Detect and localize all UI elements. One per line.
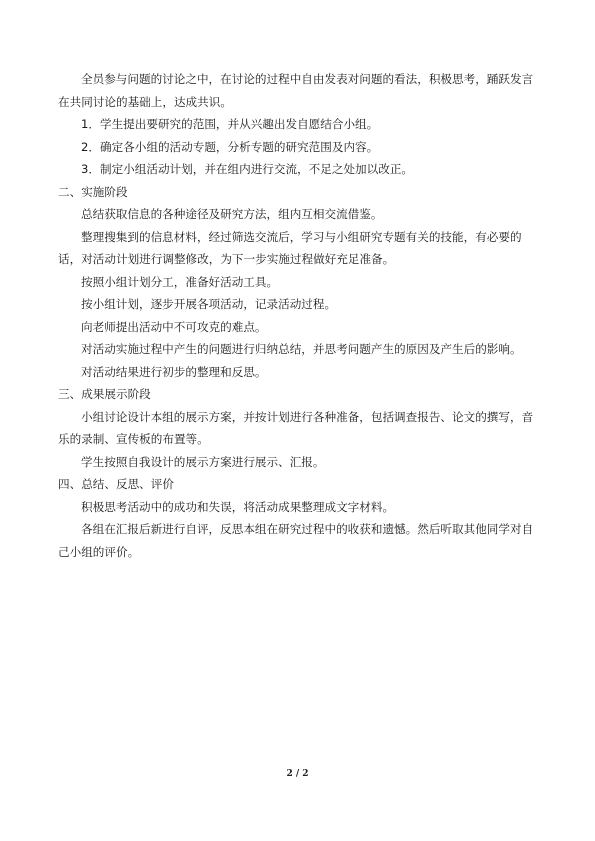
paragraph-success-failure: 积极思考活动中的成功和失误，将活动成果整理成文字材料。 xyxy=(81,499,395,514)
paragraph-difficulties: 向老师提出活动中不可攻克的难点。 xyxy=(81,319,267,334)
paragraph-student-report: 学生按照自我设计的展示方案进行展示、汇报。 xyxy=(81,454,325,469)
list-item-3: 3．制定小组活动计划，并在组内进行交流，不足之处加以改正。 xyxy=(81,162,414,176)
paragraph-summarize-problems: 对活动实施过程中产生的问题进行归纳总结，并思考问题产生的原因及产生后的影响。 xyxy=(81,342,522,356)
list-item-1: 1．学生提出要研究的范围，并从兴趣出发自愿结合小组。 xyxy=(81,117,379,131)
paragraph-self-evaluation: 各组在汇报后新进行自评，反思本组在研究过程中的收获和遗憾。然后听取其他同学对自己小组的评价。 xyxy=(58,522,534,559)
paragraph-info-methods: 总结获取信息的各种途径及研究方法，组内互相交流借鉴。 xyxy=(81,207,383,221)
paragraph-prepare-tools: 按照小组计划分工，准备好活动工具。 xyxy=(81,274,279,289)
page-number: 2 / 2 xyxy=(286,769,309,779)
paragraph-organize-materials: 整理搜集到的信息材料，经过筛选交流后，学习与小组研究专题有关的技能，有必要的话，对活动计划进行调整修改，为下一步实施过程做好充足准备。 xyxy=(58,229,522,266)
paragraph-presentation-plan: 小组讨论设计本组的展示方案，并按计划进行各种准备，包括调查报告、论文的撰写，音乐的录制、宣传板的布置等。 xyxy=(58,409,534,446)
document-body xyxy=(58,68,538,563)
section-heading-presentation: 三、成果展示阶段 xyxy=(58,387,151,401)
paragraph-carry-out: 按小组计划，逐步开展各项活动，记录活动过程。 xyxy=(81,297,337,311)
paragraph-reflect-results: 对活动结果进行初步的整理和反思。 xyxy=(81,364,267,379)
paragraph-consensus: 全员参与问题的讨论之中，在讨论的过程中自由发表对问题的看法，积极思考，踊跃发言在共同讨论的基础上，达成共识。 xyxy=(58,72,534,109)
section-heading-evaluation: 四、总结、反思、评价 xyxy=(58,477,174,491)
section-heading-implementation: 二、实施阶段 xyxy=(58,184,128,199)
list-item-2: 2．确定各小组的活动专题，分析专题的研究范围及内容。 xyxy=(81,139,379,154)
